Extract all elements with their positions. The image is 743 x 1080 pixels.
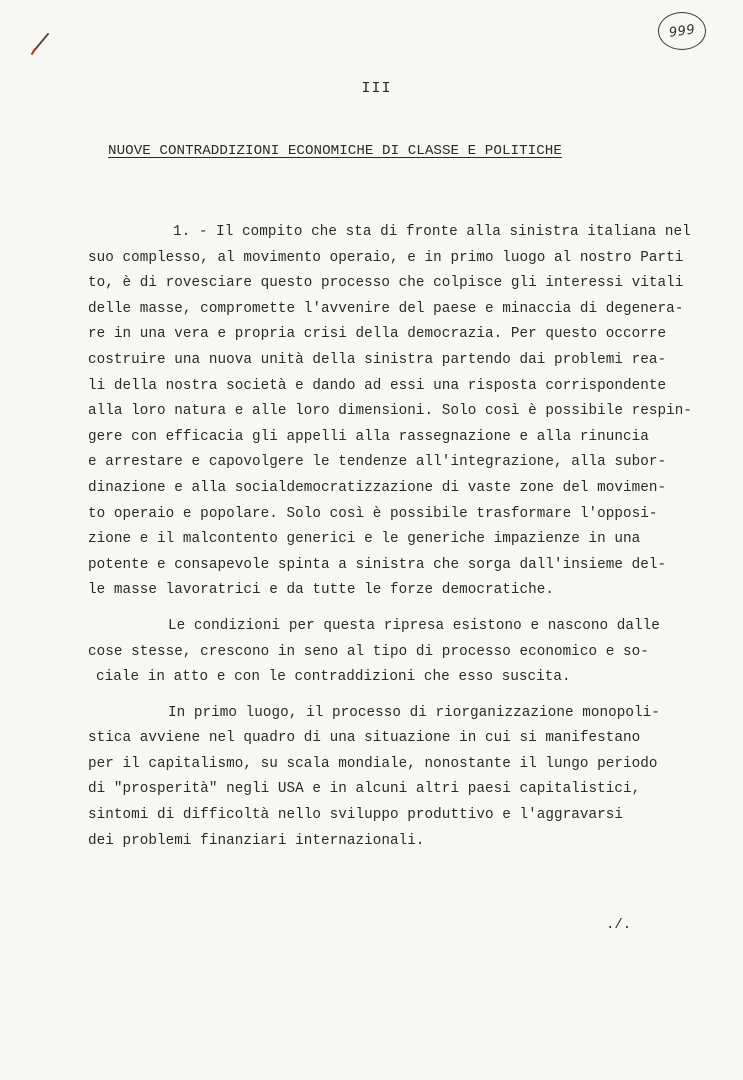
text-line: potente e consapevole spinta a sinistra che sorga dall'insieme del-: [88, 556, 667, 573]
paragraph: [88, 220, 718, 604]
text-line: suo complesso, al movimento operaio, e in primo luogo al nostro Parti: [88, 249, 684, 266]
text-line: cose stesse, crescono in seno al tipo di processo economico e so-: [88, 643, 649, 660]
continuation-mark: ./.: [606, 917, 632, 933]
section-number: III: [361, 80, 392, 97]
text-line: to operaio e popolare. Solo così è possibile trasformare l'opposi-: [88, 505, 658, 522]
text-line: le masse lavoratrici e da tutte le forze democratiche.: [88, 582, 554, 599]
text-line: zione e il malcontento generici e le generiche impazienze in una: [88, 531, 641, 548]
text-line: sintomi di difficoltà nello sviluppo produttivo e l'aggravarsi: [88, 807, 624, 824]
text-line: stica avviene nel quadro di una situazione in cui si manifestano: [88, 730, 641, 747]
text-line: alla loro natura e alle loro dimensioni. Solo così è possibile respin-: [88, 403, 693, 420]
text-line: re in una vera e propria crisi della democrazia. Per questo occorre: [88, 326, 667, 343]
text-line: dinazione e alla socialdemocratizzazione di vaste zone del movimen-: [88, 479, 667, 496]
text-line: gere con efficacia gli appelli alla rassegnazione e alla rinuncia: [88, 428, 649, 445]
stamp-number: 999: [667, 21, 697, 41]
text-line: li della nostra società e dando ad essi una risposta corrispondente: [88, 377, 667, 394]
text-line: 1. - Il compito che sta di fronte alla sinistra italiana nel: [173, 224, 691, 240]
page-number-stamp: [658, 12, 706, 50]
text-line: di "prosperità" negli USA e in alcuni altri paesi capitalistici,: [88, 781, 641, 798]
text-line: In primo luogo, il processo di riorganizzazione monopoli-: [168, 704, 660, 721]
text-line: delle masse, compromette l'avvenire del paese e minaccia di degenera-: [88, 300, 684, 317]
text-line: costruire una nuova unità della sinistra partendo dai problemi rea-: [88, 351, 667, 368]
text-line: per il capitalismo, su scala mondiale, nonostante il lungo periodo: [88, 755, 658, 772]
pen-mark-icon: [30, 30, 52, 56]
text-line: Le condizioni per questa ripresa esistono e nascono dalle: [168, 617, 660, 634]
paragraph: [88, 701, 718, 855]
section-heading: NUOVE CONTRADDIZIONI ECONOMICHE DI CLASSE E POLITICHE: [108, 143, 562, 159]
paragraph: [88, 614, 718, 691]
text-line: ciale in atto e con le contraddizioni che esso suscita.: [96, 669, 571, 686]
text-line: e arrestare e capovolgere le tendenze all'integrazione, alla subor-: [88, 454, 667, 471]
text-line: dei problemi finanziari internazionali.: [88, 832, 425, 849]
document-body: [88, 220, 718, 854]
text-line: to, è di rovesciare questo processo che colpisce gli interessi vitali: [88, 275, 684, 292]
